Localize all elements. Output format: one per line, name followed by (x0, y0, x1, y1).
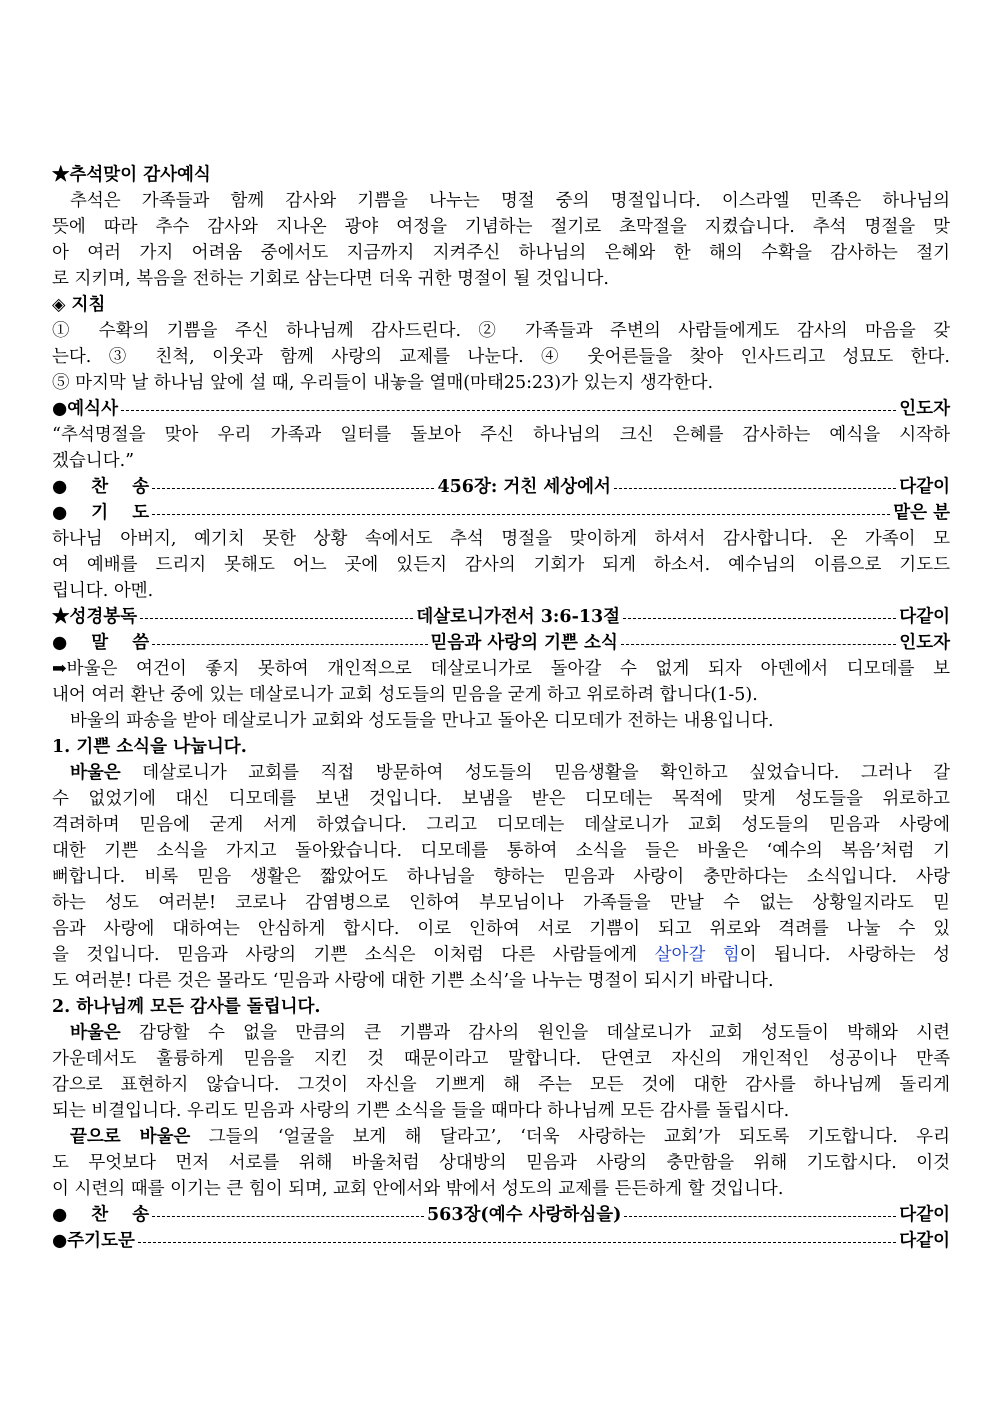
opening-text (52, 422, 950, 474)
intro-line: 뜻에 따라 추수 감사와 지나온 광야 여정을 기념하는 절기로 초막절을 지켰습니다. 추석 명절을 맞 (52, 217, 950, 237)
point1-line: 뻐합니다. 비록 믿음 생활은 짧았어도 하나님을 향하는 믿음과 사랑이 충만하다는 소식입니다. 사랑 (52, 867, 950, 887)
guide-line: ① 수확의 기쁨을 주신 하나님께 감사드린다. ② 가족들과 주변의 사람들에게도 감사의 마음을 갖 (52, 321, 950, 341)
intro-line: 로 지키며, 복음을 전하는 기회로 삼는다면 더욱 귀한 명절이 될 것입니다. (52, 269, 609, 289)
order-hymn2-row (52, 1202, 950, 1228)
order-role: 인도자 (899, 633, 951, 653)
point1-line: 바울은 데살로니가 교회를 직접 방문하여 성도들의 믿음생활을 확인하고 싶었습니다. 그러나 갈 (70, 763, 950, 783)
order-prayer-row (52, 500, 950, 526)
sermon-title: 믿음과 사랑의 기쁜 소식 (430, 633, 618, 653)
dashed-leader (614, 488, 896, 489)
point1-line: 수 없었기에 대신 디모데를 보낸 것입니다. 보냄을 받은 디모데는 목적에 맞게 성도들을 위로하고 (52, 789, 950, 809)
order-role: 맡은 분 (893, 503, 950, 523)
point2-line: 이 시련의 때를 이기는 큰 힘이 되며, 교회 안에서와 밖에서 성도의 교제를 든든하게 할 것입니다. (52, 1179, 784, 1199)
worship-document (52, 162, 950, 1254)
order-opening-row (52, 396, 950, 422)
point1-line: 격려하며 믿음에 굳게 서게 하였습니다. 그리고 디모데는 데살로니가 교회 성도들의 믿음과 사랑에 (52, 815, 950, 835)
order-role: 다같이 (899, 1231, 950, 1251)
point2-line: 끝으로 바울은 그들의 ‘얼굴을 보게 해 달라고’, ‘더욱 사랑하는 교회’가 되도록 기도합니다. 우리 (70, 1127, 950, 1147)
highlight-text: 살아갈 힘 (654, 945, 740, 965)
intro-line: 아 여러 가지 어려움 중에서도 지금까지 지켜주신 하나님의 은혜와 한 해의 수확을 감사하는 절기 (52, 243, 950, 263)
point2-line: 가운데서도 훌륭하게 믿음을 지킨 것 때문이라고 말합니다. 단연코 자신의 개인적인 성공이나 만족 (52, 1049, 950, 1069)
point1-line: 대한 기쁜 소식을 가지고 돌아왔습니다. 디모데를 통하여 소식을 들은 바울은 ‘예수의 복음’처럼 기 (52, 841, 950, 861)
guide-line: ⑤ 마지막 날 하나님 앞에 설 때, 우리들이 내놓을 열매(마태25:23)가 있는지 생각한다. (52, 373, 714, 393)
point2-line: 되는 비결입니다. 우리도 믿음과 사랑의 기쁜 소식을 들을 때마다 하나님께 모든 감사를 돌립시다. (52, 1101, 790, 1121)
point1-line: 도 여러분! 다른 것은 몰라도 ‘믿음과 사랑에 대한 기쁜 소식’을 나누는 명절이 되시기 바랍니다. (52, 971, 774, 991)
point2-paragraph (52, 1020, 950, 1202)
prayer-line: 여 예배를 드리지 못해도 어느 곳에 있든지 감사의 기회가 되게 하소서. 예수님의 이름으로 기도드 (52, 555, 950, 575)
order-label: ★성경봉독 (52, 607, 138, 627)
guide-list (52, 318, 950, 396)
point2-heading: 2. 하나님께 모든 감사를 돌립니다. (52, 997, 321, 1017)
hymn-title: 563장(예수 사랑하심을) (426, 1205, 622, 1225)
point2-line: 바울은 감당할 수 없을 만큼의 큰 기쁨과 감사의 원인을 데살로니가 교회 성도들이 박해와 시련 (70, 1023, 950, 1043)
dashed-leader (140, 618, 413, 619)
point1-line: 을 것입니다. 믿음과 사랑의 기쁜 소식은 이처럼 다른 사람들에게 살아갈 힘이 됩니다. 사랑하는 성 (52, 945, 950, 965)
guide-line: 는다. ③ 친척, 이웃과 함께 사랑의 교제를 나눈다. ④ 웃어른들을 찾아 인사드리고 성묘도 한다. (52, 347, 950, 367)
intro-paragraph (52, 188, 950, 292)
order-role: 다같이 (899, 477, 951, 497)
opening-line: “추석명절을 맞아 우리 가족과 일터를 돌보아 주신 하나님의 크신 은혜를 감사하는 예식을 시작하 (52, 425, 950, 445)
point1-heading: 1. 기쁜 소식을 나눕니다. (52, 737, 247, 757)
prayer-text (52, 526, 950, 604)
order-label: ●주기도문 (52, 1231, 135, 1251)
opening-line: 겠습니다.” (52, 451, 135, 471)
order-role: 다같이 (899, 607, 951, 627)
sermon-intro-line: 내어 여러 환난 중에 있는 데살로니가 교회 성도들의 믿음을 굳게 하고 위로하려 합니다(1-5). (52, 685, 758, 705)
dashed-leader (623, 618, 896, 619)
point2-line: 도 무엇보다 먼저 서로를 위해 바울처럼 상대방의 믿음과 사랑의 충만함을 위해 기도합시다. 이것 (52, 1153, 950, 1173)
order-role: 다같이 (899, 1205, 951, 1225)
sermon-intro (52, 656, 950, 734)
order-role: 인도자 (899, 399, 950, 419)
dashed-leader (152, 644, 427, 645)
dashed-leader (152, 488, 434, 489)
scripture-title: 데살로니가전서 3:6-13절 (416, 607, 621, 627)
order-label: ●말씀 (52, 633, 150, 653)
document-title: ★추석맞이 감사예식 (52, 165, 211, 185)
point1-line: 하는 성도 여러분! 코로나 감염병으로 인하여 부모님이나 가족들을 만날 수 없는 상황일지라도 믿 (52, 893, 950, 913)
guide-heading: ◈ 지침 (52, 295, 106, 315)
dashed-leader (121, 410, 896, 411)
order-label: ●예식사 (52, 399, 118, 419)
intro-line: 추석은 가족들과 함께 감사와 기쁨을 나누는 명절 중의 명절입니다. 이스라엘 민족은 하나님의 (70, 191, 950, 211)
dashed-leader (138, 1242, 896, 1243)
sermon-intro-line: 바울의 파송을 받아 데살로니가 교회와 성도들을 만나고 돌아온 디모데가 전하는 내용입니다. (70, 711, 774, 731)
order-label: ●찬송 (52, 1205, 150, 1225)
dashed-leader (624, 1216, 896, 1217)
dashed-leader (152, 1216, 424, 1217)
point1-paragraph (52, 760, 950, 994)
point1-line: 음과 사랑에 대하여는 안심하게 합시다. 이로 인하여 서로 기쁨이 되고 위로와 격려를 나눌 수 있 (52, 919, 950, 939)
order-label: ●찬송 (52, 477, 150, 497)
order-hymn1-row (52, 474, 950, 500)
prayer-line: 하나님 아버지, 예기치 못한 상황 속에서도 추석 명절을 맞이하게 하셔서 감사합니다. 온 가족이 모 (52, 529, 950, 549)
hymn-title: 456장: 거친 세상에서 (437, 477, 611, 497)
dashed-leader (621, 644, 896, 645)
sermon-intro-line: ➡바울은 여건이 좋지 못하여 개인적으로 데살로니가로 돌아갈 수 없게 되자 아덴에서 디모데를 보 (52, 659, 950, 679)
order-sermon-row (52, 630, 950, 656)
prayer-line: 립니다. 아멘. (52, 581, 154, 601)
order-scripture-row (52, 604, 950, 630)
order-label: ●기도 (52, 503, 150, 523)
point2-line: 감으로 표현하지 않습니다. 그것이 자신을 기쁘게 해 주는 모든 것에 대한 감사를 하나님께 돌리게 (52, 1075, 950, 1095)
order-lords-prayer-row (52, 1228, 950, 1254)
dashed-leader (152, 514, 890, 515)
